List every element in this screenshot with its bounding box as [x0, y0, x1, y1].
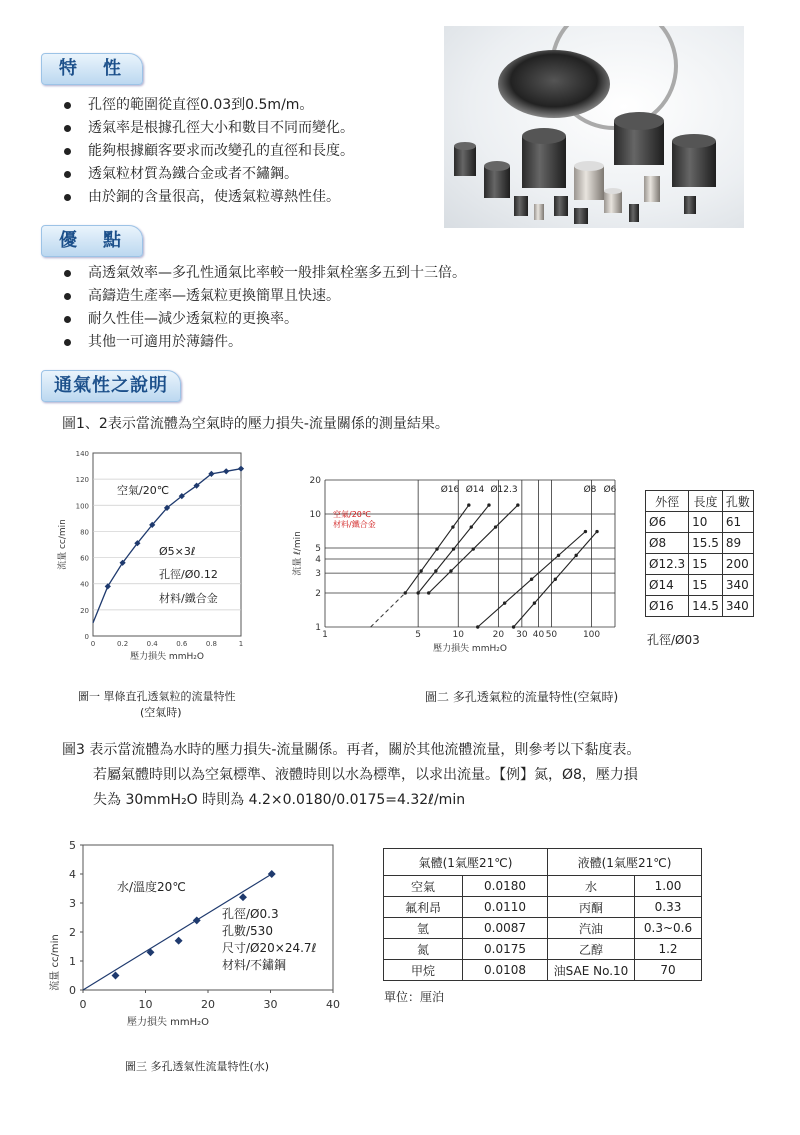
- data-point: [595, 530, 598, 533]
- viscosity-table: [383, 848, 702, 981]
- table-cell: 丙酮: [548, 897, 635, 918]
- data-point: [467, 503, 470, 506]
- feature-item: 透氣粒材質為鐵合金或者不鏽鋼。: [62, 163, 354, 186]
- x-tick-label: 20: [201, 998, 215, 1011]
- x-tick-label: 0.8: [205, 640, 217, 648]
- table-cell: 1.00: [635, 876, 702, 897]
- y-tick-label: 20: [80, 606, 89, 615]
- x-tick-label: 1: [322, 630, 328, 640]
- advantages-list: [62, 262, 466, 354]
- table-header: 長度: [689, 491, 723, 512]
- x-tick-label: 100: [582, 630, 601, 640]
- advantage-item: 高鑄造生產率—透氣粒更換簡單且快速。: [62, 285, 466, 308]
- series-label: Ø16: [440, 485, 460, 495]
- chart-annotation: 材料/鐵合金: [159, 592, 218, 605]
- chart-annotation: 孔數/530: [222, 924, 273, 938]
- table-header: 液體(1氣壓21℃): [548, 849, 702, 876]
- y-tick-label: 1: [315, 623, 321, 633]
- table-row: [646, 596, 754, 617]
- data-point: [404, 591, 407, 594]
- table-cell: 氟利昂: [384, 897, 463, 918]
- table-row: [646, 575, 754, 596]
- table-cell: Ø6: [646, 512, 689, 533]
- table-cell: 340: [722, 575, 753, 596]
- y-tick-label: 0: [69, 984, 76, 997]
- series-label: Ø12.3: [490, 485, 518, 495]
- chart-annotation: 孔徑/Ø0.12: [159, 568, 218, 581]
- table-cell: 14.5: [689, 596, 723, 617]
- y-tick-label: 5: [69, 839, 76, 852]
- table-cell: 0.0110: [463, 897, 548, 918]
- data-point: [449, 569, 452, 572]
- viscosity-unit: 單位：厘泊: [384, 990, 445, 1004]
- x-axis-label: 壓力損失 mmH₂O: [433, 644, 507, 654]
- x-tick-label: 5: [415, 630, 422, 640]
- table-cell: 0.0108: [463, 960, 548, 981]
- advantage-item: 高透氣效率—多孔性通氣比率較一般排氣栓塞多五到十三倍。: [62, 262, 466, 285]
- y-tick-label: 20: [309, 476, 321, 486]
- data-point: [419, 569, 422, 572]
- data-point: [472, 547, 475, 550]
- table-cell: Ø16: [646, 596, 689, 617]
- table-row: [384, 960, 702, 981]
- y-tick-label: 10: [309, 510, 321, 521]
- y-tick-label: 4: [315, 554, 321, 565]
- data-point: [470, 525, 473, 528]
- permeability-title: 通氣性之說明: [41, 370, 181, 402]
- table-cell: 89: [722, 533, 753, 554]
- feature-item: 孔徑的範圍從直徑0.03到0.5m/m。: [62, 94, 354, 117]
- data-point: [574, 554, 577, 557]
- chart1-caption-2: (空氣時): [140, 706, 182, 719]
- data-point: [554, 578, 557, 581]
- features-list: [62, 94, 354, 209]
- table-cell: 水: [548, 876, 635, 897]
- table-cell: 汽油: [548, 918, 635, 939]
- y-axis-label: 流量 ℓ/min: [293, 531, 303, 576]
- y-tick-label: 1: [69, 955, 76, 968]
- data-point: [416, 591, 419, 594]
- x-tick-label: 10: [452, 630, 464, 640]
- x-tick-label: 0.4: [146, 640, 158, 648]
- chart-annotation: Ø5×3ℓ: [159, 545, 196, 558]
- table-header: 外徑: [646, 491, 689, 512]
- y-tick-label: 40: [80, 580, 89, 589]
- y-tick-label: 80: [80, 528, 89, 537]
- x-tick-label: 30: [263, 998, 278, 1011]
- table-cell: 15.5: [689, 533, 723, 554]
- data-point: [503, 601, 506, 604]
- table-row: [384, 876, 702, 897]
- data-point: [223, 468, 229, 474]
- table-cell: 0.0087: [463, 918, 548, 939]
- data-point: [494, 525, 497, 528]
- table-row: [646, 533, 754, 554]
- x-axis-label: 壓力損失 mmH₂O: [130, 652, 204, 662]
- data-point: [112, 972, 120, 980]
- advantage-item: 耐久性佳—減少透氣粒的更換率。: [62, 308, 466, 331]
- x-tick-label: 20: [492, 630, 505, 640]
- series-label: Ø8: [583, 485, 597, 495]
- table-cell: 70: [635, 960, 702, 981]
- y-tick-label: 100: [75, 502, 89, 511]
- x-tick-label: 0: [90, 640, 96, 648]
- table-cell: 15: [689, 554, 723, 575]
- permeability-intro: 圖1、2表示當流體為空氣時的壓力損失-流量關係的測量結果。: [62, 416, 449, 432]
- table-header: 氣體(1氣壓21℃): [384, 849, 548, 876]
- table-cell: 61: [722, 512, 753, 533]
- table-cell: 氮: [384, 939, 463, 960]
- data-point: [193, 916, 201, 924]
- x-axis-label: 壓力損失 mmH₂O: [126, 1017, 210, 1028]
- chart-annotation: 水/溫度20℃: [117, 880, 186, 894]
- series-label: Ø14: [465, 485, 485, 495]
- table-cell: 空氣: [384, 876, 463, 897]
- y-tick-label: 3: [315, 569, 321, 580]
- table-cell: 氫: [384, 918, 463, 939]
- chart-annotation: 材料/不鏽鋼: [222, 958, 287, 972]
- y-tick-label: 5: [315, 544, 321, 555]
- chart2-caption: 圖二 多孔透氣粒的流量特性(空氣時): [425, 690, 619, 704]
- data-point: [238, 466, 244, 472]
- data-point: [175, 937, 183, 945]
- feature-item: 能夠根據顧客要求而改變孔的直徑和長度。: [62, 140, 354, 163]
- y-tick-label: 2: [315, 588, 321, 599]
- product-photo: [444, 26, 744, 228]
- data-point: [434, 569, 437, 572]
- table-cell: 油SAE No.10: [548, 960, 635, 981]
- chart-annotation: 材料/鐵合金: [333, 520, 376, 529]
- data-point: [427, 591, 430, 594]
- chart-annotation: 空氣/20℃: [333, 510, 371, 519]
- pellet-table-note: 孔徑/Ø03: [647, 633, 700, 647]
- chart-annotation: 空氣/20℃: [117, 484, 170, 497]
- table-cell: Ø8: [646, 533, 689, 554]
- advantages-title: 優 點: [41, 225, 143, 257]
- data-point: [239, 893, 247, 901]
- x-tick-label: 10: [138, 998, 153, 1011]
- table-cell: 340: [722, 596, 753, 617]
- x-tick-label: 1: [238, 640, 244, 648]
- plot-frame: [83, 845, 333, 990]
- extrapolation-line: [371, 593, 406, 627]
- table-row: [384, 939, 702, 960]
- data-point: [512, 625, 515, 628]
- data-point: [557, 554, 560, 557]
- data-point: [533, 601, 536, 604]
- data-point: [530, 578, 533, 581]
- features-title: 特 性: [41, 53, 143, 85]
- table-cell: 1.2: [635, 939, 702, 960]
- feature-item: 由於銅的含量很高，使透氣粒導熱性佳。: [62, 186, 354, 209]
- data-point: [451, 525, 454, 528]
- x-tick-label: 0.2: [117, 640, 129, 648]
- table-row: [384, 918, 702, 939]
- table-cell: 甲烷: [384, 960, 463, 981]
- table-row: [384, 897, 702, 918]
- chart3-caption: 圖三 多孔透氣性流量特性(水): [125, 1060, 270, 1073]
- chart-annotation: 尺寸/Ø20×24.7ℓ: [222, 941, 317, 955]
- para2-line2: 若屬氣體時則以為空氣標準、液體時則以水為標準，以求出流量。【例】氮，Ø8，壓力損: [93, 767, 638, 783]
- y-tick-label: 0: [84, 633, 89, 641]
- data-point: [584, 530, 587, 533]
- chart-1: [55, 445, 265, 670]
- data-point: [105, 583, 111, 589]
- table-header: 孔數: [722, 491, 753, 512]
- series-label: Ø6: [603, 485, 617, 495]
- y-tick-label: 3: [69, 897, 76, 910]
- data-point: [516, 503, 519, 506]
- chart-2: [290, 470, 640, 660]
- data-point: [452, 547, 455, 550]
- table-cell: 0.0175: [463, 939, 548, 960]
- data-point: [487, 503, 490, 506]
- table-cell: 200: [722, 554, 753, 575]
- x-tick-label: 30: [516, 630, 528, 640]
- y-axis-label: 流量 cc/min: [50, 934, 61, 991]
- y-tick-label: 4: [69, 868, 76, 881]
- para2-line1: 圖3 表示當流體為水時的壓力損失-流量關係。再者，關於其他流體流量，則參考以下黏度表。: [62, 742, 641, 758]
- table-cell: Ø14: [646, 575, 689, 596]
- chart-annotation: 孔徑/Ø0.3: [222, 907, 279, 921]
- table-row: [646, 512, 754, 533]
- table-row: [646, 554, 754, 575]
- table-cell: 0.0180: [463, 876, 548, 897]
- data-point: [268, 870, 276, 878]
- table-cell: 0.3~0.6: [635, 918, 702, 939]
- chart1-caption: 圖一 單條直孔透氣粒的流量特性: [78, 690, 236, 703]
- table-cell: 15: [689, 575, 723, 596]
- y-tick-label: 60: [80, 554, 89, 563]
- data-point: [476, 625, 479, 628]
- y-tick-label: 120: [75, 476, 89, 485]
- table-cell: 0.33: [635, 897, 702, 918]
- data-point: [435, 547, 438, 550]
- para2-line3: 失為 30mmH₂O 時則為 4.2×0.0180/0.0175=4.32ℓ/min: [93, 792, 466, 808]
- y-axis-label: 流量 cc/min: [58, 519, 68, 570]
- advantage-item: 其他一可適用於薄鑄件。: [62, 331, 466, 354]
- x-tick-label: 40: [326, 998, 340, 1011]
- feature-item: 透氣率是根據孔徑大小和數目不同而變化。: [62, 117, 354, 140]
- x-tick-label: 0.6: [176, 640, 188, 648]
- y-tick-label: 2: [69, 926, 76, 939]
- x-tick-label: 50: [545, 630, 558, 640]
- pellet-spec-table: [645, 490, 754, 617]
- chart-3: [45, 835, 350, 1035]
- y-tick-label: 140: [75, 450, 89, 458]
- x-tick-label: 40: [532, 630, 545, 640]
- table-cell: 乙醇: [548, 939, 635, 960]
- x-tick-label: 0: [79, 998, 87, 1011]
- table-cell: Ø12.3: [646, 554, 689, 575]
- table-cell: 10: [689, 512, 723, 533]
